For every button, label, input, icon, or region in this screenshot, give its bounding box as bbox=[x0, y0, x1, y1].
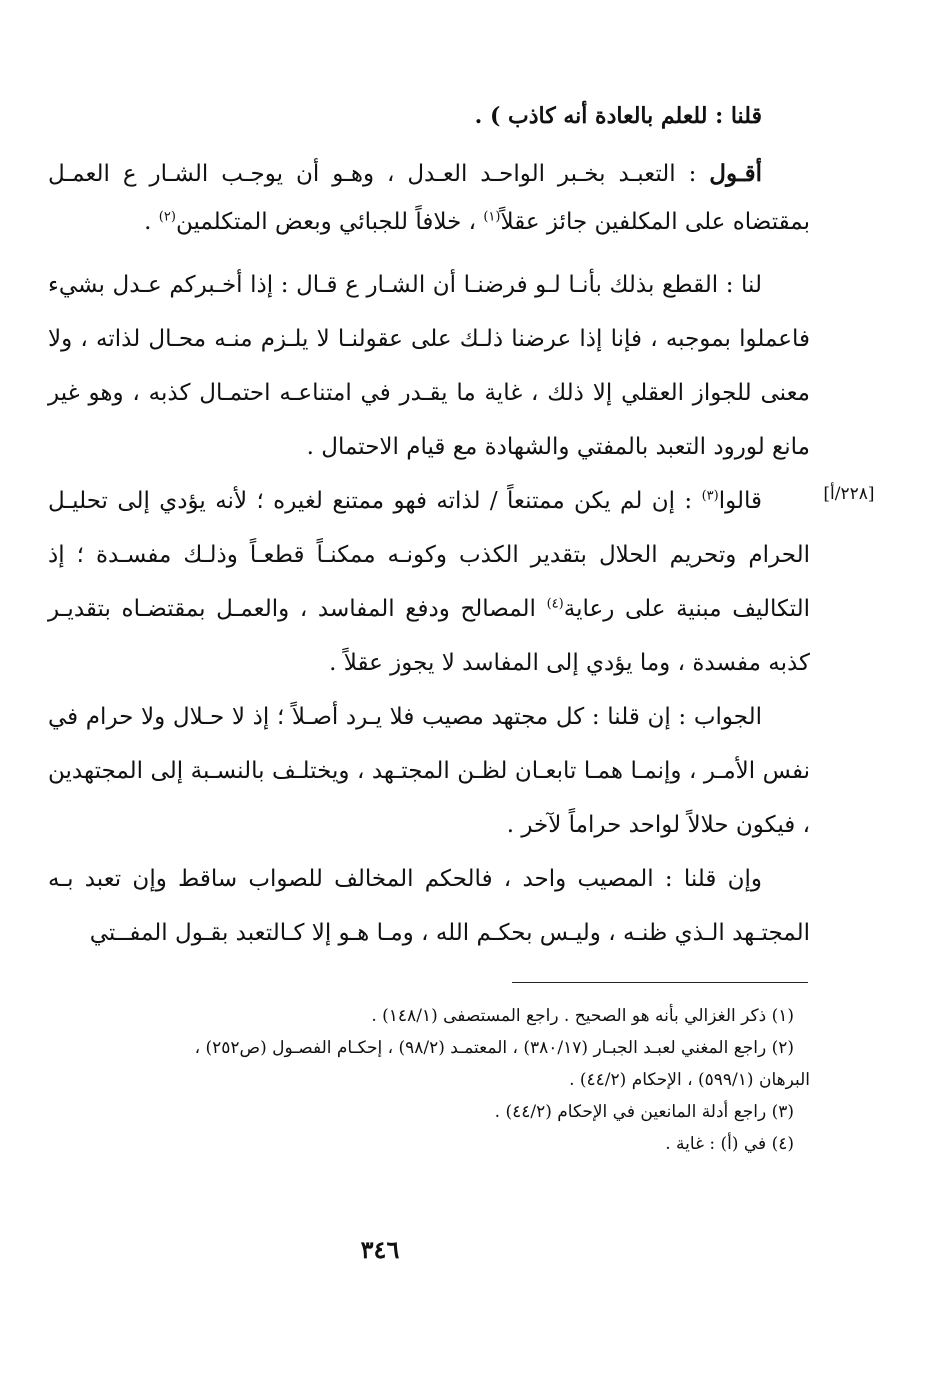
footnote-ref-1[interactable]: (١) bbox=[483, 209, 501, 225]
footnote-ref-3[interactable]: (٣) bbox=[701, 488, 719, 504]
footnote-divider bbox=[512, 982, 808, 983]
paragraph-3-text-b: : إن لم يكن ممتنعاً / لذاته فهو ممتنع لغيره ؛ لأنه يؤدي إلى تحليـل الحرام وتحريم الحلال بتقدير الكذب وكونـه ممكنـاً قطعـاً وذلـك مفسـدة ؛ إذ التكاليف مبنية على رعاية bbox=[48, 488, 810, 622]
paragraph-4 bbox=[48, 690, 810, 852]
footnote-ref-2[interactable]: (٢) bbox=[158, 209, 176, 225]
paragraph-1-text-b: ، خلافاً للجبائي وبعض المتكلمين bbox=[175, 209, 484, 235]
paragraph-4-text: الجواب : إن قلنا : كل مجتهد مصيب فلا يـرد أصـلاً ؛ إذ لا حـلال ولا حرام في نفس الأمـر ، وإنمـا همـا تابعـان لظـن المجتـهد ، ويختلـف بالنسـبة إلى المجتهدين ، فيكون حلالاً لواحد حراماً لآخر . bbox=[48, 704, 810, 838]
margin-folio-note: [٢٢٨/أ] bbox=[823, 484, 875, 504]
footnote-4: (٤) في (أ) : غاية . bbox=[665, 1134, 794, 1154]
footnote-1: (١) ذكر الغزالي بأنه هو الصحيح . راجع المستصفى (١٤٨/١) . bbox=[371, 1006, 794, 1026]
page-number: ٣٤٦ bbox=[360, 1235, 400, 1264]
paragraph-2 bbox=[48, 258, 810, 474]
paragraph-3-text: قالوا bbox=[718, 488, 762, 514]
paragraph-1 bbox=[48, 150, 810, 246]
footnote-2: (٢) راجع المغني لعبـد الجبـار (٣٨٠/١٧) ، المعتمـد (٩٨/٢) ، إحكـام الفصـول (ص٢٥٢) ، bbox=[194, 1038, 794, 1058]
footnote-3: (٣) راجع أدلة المانعين في الإحكام (٤٤/٢) . bbox=[494, 1102, 794, 1122]
footnote-2-continued: البرهان (٥٩٩/١) ، الإحكام (٤٤/٢) . bbox=[569, 1070, 810, 1090]
paragraph-2-text: لنا : القطع بذلك بأنـا لـو فرضنـا أن الشـار ع قـال : إذا أخـبركم عـدل بشيء فاعملوا بموجبه ، فإنا إذا عرضنا ذلـك على عقولنـا لا يلـزم منـه محـال لذاته ، ولا معنى للجواز العقلي إلا ذلك ، غاية ما يقـدر في امتناعـه احتمـال كذبه ، وهو غير مانع لورود التعبد بالمفتي والشهادة مع قيام الاحتمال . bbox=[48, 272, 810, 460]
paragraph-3 bbox=[48, 474, 810, 690]
heading-line: قلنا : للعلم بالعادة أنه كاذب ) . bbox=[474, 103, 762, 129]
footnote-ref-4[interactable]: (٤) bbox=[546, 596, 564, 612]
paragraph-3-text-c: المصالح ودفع المفاسد ، والعمـل بمقتضـاه بتقديـر كذبه مفسدة ، وما يؤدي إلى المفاسد لا يجوز عقلاً . bbox=[48, 596, 810, 676]
footnotes bbox=[48, 1000, 810, 1160]
paragraph-1-text: : التعبـد بخـبر الواحـد العـدل ، وهـو أن يوجـب الشـار ع العمـل بمقتضاه على المكلفين جائز عقلاً bbox=[48, 161, 810, 235]
lead-word-aqul: أقـول bbox=[709, 160, 762, 187]
paragraph-5-text: وإن قلنا : المصيب واحد ، فالحكم المخالف للصواب ساقط وإن تعبد بـه المجتـهد الـذي ظنـه ، وليـس بحكـم الله ، ومـا هـو إلا كـالتعبد بقـول المفــتي bbox=[48, 866, 810, 946]
paragraph-1-text-c: . bbox=[144, 209, 159, 235]
paragraph-5 bbox=[48, 852, 810, 960]
